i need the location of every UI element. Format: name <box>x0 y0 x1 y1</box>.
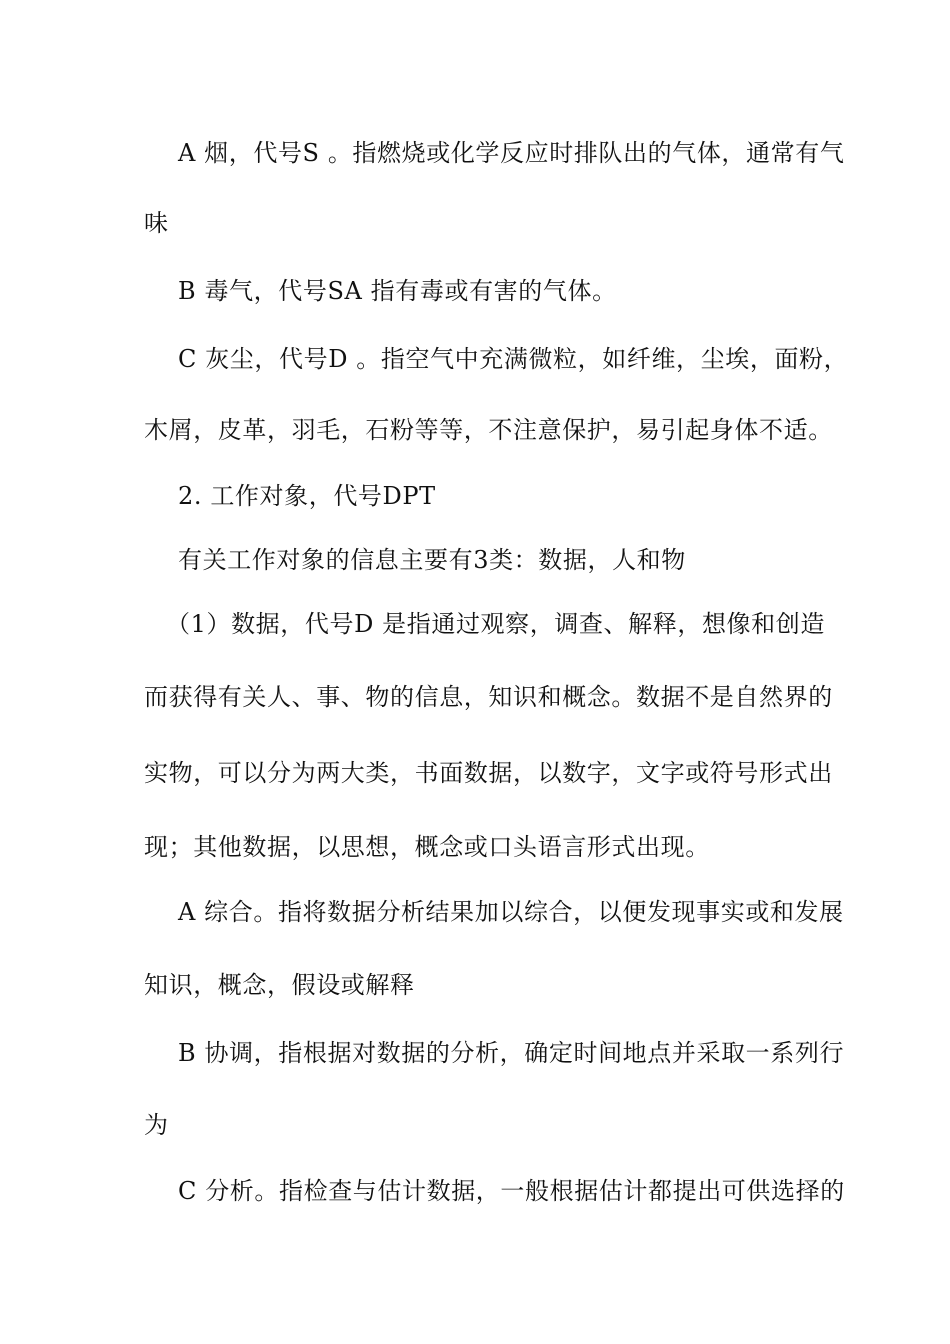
section-heading-work-object: 2. 工作对象，代号DPT <box>178 482 436 510</box>
paragraph-smoke-line-2: 味 <box>144 209 169 237</box>
paragraph-data-line-3: 实物，可以分为两大类，书面数据，以数字，文字或符号形式出 <box>144 759 833 787</box>
paragraph-dust-line-1: C 灰尘，代号D 。指空气中充满微粒，如纤维，尘埃，面粉， <box>178 345 849 373</box>
paragraph-toxic-gas: B 毒气，代号SA 指有毒或有害的气体。 <box>178 277 617 305</box>
paragraph-info-categories: 有关工作对象的信息主要有3类：数据，人和物 <box>178 546 686 574</box>
paragraph-data-line-2: 而获得有关人、事、物的信息，知识和概念。数据不是自然界的 <box>144 683 833 711</box>
paragraph-coordination-line-1: B 协调，指根据对数据的分析，确定时间地点并采取一系列行 <box>178 1039 845 1067</box>
paragraph-data-line-1: （1）数据，代号D 是指通过观察，调查、解释，想像和创造 <box>166 610 825 638</box>
paragraph-synthesis-line-1: A 综合。指将数据分析结果加以综合，以便发现事实或和发展 <box>178 898 844 926</box>
paragraph-analysis-line-1: C 分析。指检查与估计数据，一般根据估计都提出可供选择的 <box>178 1177 845 1205</box>
paragraph-data-line-4: 现；其他数据，以思想，概念或口头语言形式出现。 <box>144 833 710 861</box>
paragraph-synthesis-line-2: 知识，概念，假设或解释 <box>144 971 415 999</box>
paragraph-coordination-line-2: 为 <box>144 1111 169 1139</box>
paragraph-dust-line-2: 木屑，皮革，羽毛，石粉等等，不注意保护，易引起身体不适。 <box>144 416 833 444</box>
paragraph-smoke-line-1: A 烟，代号S 。指燃烧或化学反应时排队出的气体，通常有气 <box>178 139 845 167</box>
